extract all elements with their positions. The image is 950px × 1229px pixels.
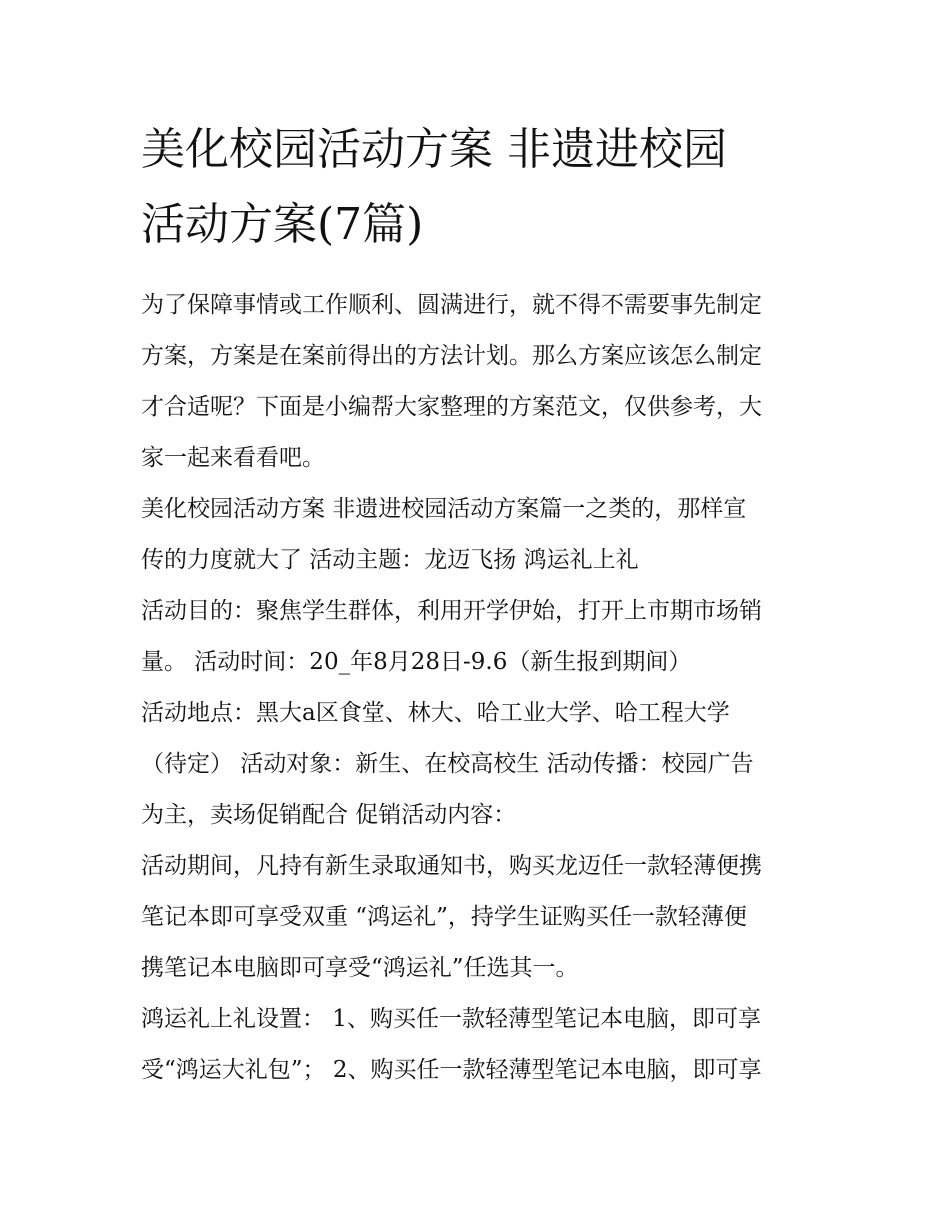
paragraph-line: 为主，卖场促销配合 促销活动内容：	[141, 802, 517, 828]
paragraph-line: 活动期间，凡持有新生录取通知书，购买龙迈任一款轻薄便携	[141, 853, 762, 879]
paragraph-line: 携笔记本电脑即可享受“鸿运礼”任选其一。	[141, 955, 579, 981]
paragraph-location	[141, 688, 813, 841]
paragraph-line: 家一起来看看吧。	[141, 445, 325, 471]
title-line-1: 美化校园活动方案 非遗进校园	[141, 124, 727, 175]
paragraph-purpose	[141, 586, 813, 688]
paragraph-line: 鸿运礼上礼设置： 1、购买任一款轻薄型笔记本电脑，即可享	[141, 1006, 761, 1032]
paragraph-theme	[141, 484, 813, 586]
document-content	[141, 112, 813, 1096]
paragraph-line: 活动目的：聚焦学生群体，利用开学伊始，打开上市期市场销	[141, 598, 762, 624]
paragraph-line: 才合适呢？下面是小编帮大家整理的方案范文，仅供参考，大	[141, 394, 762, 420]
paragraph-activity-period	[141, 841, 813, 994]
paragraph-line: 方案，方案是在案前得出的方法计划。那么方案应该怎么制定	[141, 343, 762, 369]
paragraph-intro	[141, 280, 813, 484]
paragraph-line: 笔记本即可享受双重 “鸿运礼”，持学生证购买任一款轻薄便	[141, 904, 747, 930]
title-line-2: 活动方案(7篇)	[141, 199, 424, 250]
paragraph-line: 传的力度就大了 活动主题：龙迈飞扬 鸿运礼上礼	[141, 547, 639, 573]
paragraph-line: （待定） 活动对象：新生、在校高校生 活动传播：校园广告	[141, 751, 754, 777]
paragraph-line: 为了保障事情或工作顺利、圆满进行，就不得不需要事先制定	[141, 292, 762, 318]
document-title	[141, 112, 813, 262]
paragraph-line: 活动地点：黑大a区食堂、林大、哈工业大学、哈工程大学	[141, 700, 730, 726]
paragraph-line: 量。 活动时间：20_年8月28日-9.6（新生报到期间）	[141, 649, 692, 675]
paragraph-line: 受“鸿运大礼包”； 2、购买任一款轻薄型笔记本电脑，即可享	[141, 1057, 762, 1083]
paragraph-line: 美化校园活动方案 非遗进校园活动方案篇一之类的，那样宣	[141, 496, 747, 522]
paragraph-gift-settings	[141, 994, 813, 1096]
